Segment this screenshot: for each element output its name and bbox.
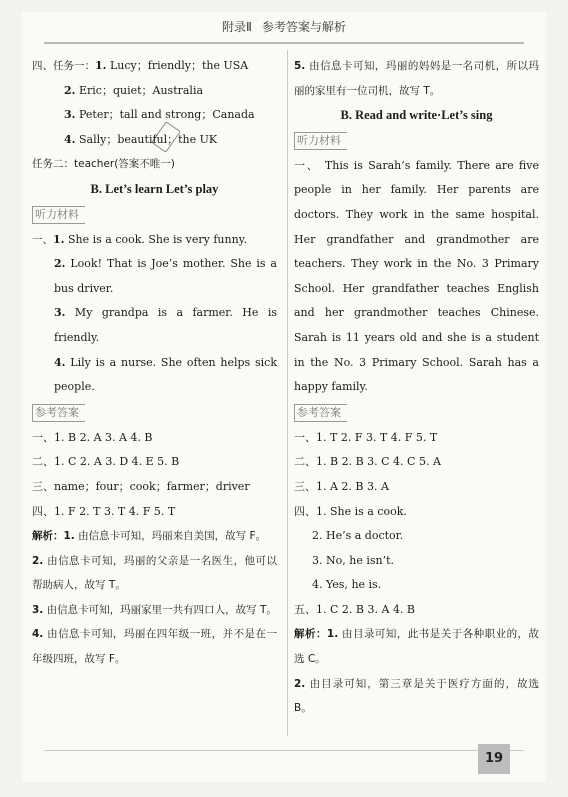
answer-line: 二、1. C 2. A 3. D 4. E 5. B bbox=[32, 455, 180, 469]
listen-item-3: 3. My grandpa is a farmer. He is friendly. bbox=[54, 306, 277, 344]
header-title: 参考答案与解析 bbox=[261, 20, 346, 34]
answer-line: 3. No, he isn’t. bbox=[312, 553, 394, 567]
task1-line-1: 四、任务一：1. Lucy；friendly；the USA bbox=[32, 59, 249, 72]
footer-rule bbox=[44, 750, 524, 763]
analysis-item-2: 2. 由信息卡可知，玛丽的父亲是一名医生，他可以帮助病人，故写 T。 bbox=[32, 554, 277, 592]
listen-item-4: 4. Lily is a nurse. She often helps sick people. bbox=[54, 355, 277, 394]
answer-page bbox=[22, 12, 546, 782]
task1-line-3: 3. Peter；tall and strong；Canada bbox=[64, 108, 255, 122]
listening-material-tag: 听力材料 bbox=[32, 206, 85, 224]
column-divider bbox=[287, 50, 288, 736]
answer-line: 一、1. T 2. F 3. T 4. F 5. T bbox=[294, 430, 438, 444]
section-title-read-write: B. Read and write·Let’s sing bbox=[340, 108, 493, 123]
listen-item-1: 一、1. She is a cook. She is very funny. bbox=[32, 232, 247, 246]
listening-material-tag: 听力材料 bbox=[294, 132, 347, 150]
answer-line: 4. Yes, he is. bbox=[312, 578, 382, 592]
header-appendix: 附录Ⅱ bbox=[222, 20, 252, 34]
task2-line: 任务二：teacher(答案不唯一) bbox=[32, 158, 175, 171]
answer-line: 2. He’s a doctor. bbox=[312, 529, 404, 543]
task1-line-2: 2. Eric；quiet；Australia bbox=[64, 83, 204, 97]
answer-tag: 参考答案 bbox=[32, 404, 85, 422]
analysis-item-1: 解析：1. 由信息卡可知，玛丽来自美国，故写 F。 bbox=[32, 530, 267, 543]
analysis-item-r2: 2. 由目录可知，第三章是关于医疗方面的，故选 B。 bbox=[294, 677, 539, 715]
analysis-item-4: 4. 由信息卡可知，玛丽在四年级一班，并不是在一年级四班，故写 F。 bbox=[32, 628, 277, 666]
listen-item-2: 2. Look! That is Joe’s mother. She is a bus driver. bbox=[54, 257, 277, 295]
analysis-item-5: 5. 由信息卡可知，玛丽的妈妈是一名司机，所以玛丽的家里有一位司机，故写 T。 bbox=[294, 60, 539, 97]
left-column bbox=[32, 54, 277, 672]
answer-tag: 参考答案 bbox=[294, 404, 347, 422]
answer-line: 三、1. A 2. B 3. A bbox=[294, 479, 389, 493]
section-title-lets-learn: B. Let’s learn Let’s play bbox=[90, 181, 219, 196]
answer-line: 二、1. B 2. B 3. C 4. C 5. A bbox=[294, 455, 441, 469]
answer-line: 一、1. B 2. A 3. A 4. B bbox=[32, 430, 153, 444]
analysis-item-3: 3. 由信息卡可知，玛丽家里一共有四口人，故写 T。 bbox=[32, 603, 277, 616]
listening-passage: 一、 This is Sarah’s family. There are five people in her family. Her parents are doctors. They work in the same hospital. Her grandfather and grandmother are teachers. They work in the No. 3 Primary School. Her grandfather teaches English and her grandmother teaches Chinese. Sarah is 11 years old and she is a student in the No. 3 Primary School. Sarah has a happy family. bbox=[294, 158, 539, 394]
answer-line: 四、1. She is a cook. bbox=[294, 504, 407, 518]
right-column bbox=[294, 54, 539, 721]
page-number: 19 bbox=[478, 744, 510, 774]
analysis-item-r1: 解析：1. 由目录可知，此书是关于各种职业的，故选 C。 bbox=[294, 628, 540, 666]
answer-line: 四、1. F 2. T 3. T 4. F 5. T bbox=[32, 504, 176, 518]
answer-line: 五、1. C 2. B 3. A 4. B bbox=[294, 602, 415, 616]
header-rule bbox=[44, 42, 524, 44]
answer-line: 三、name；four；cook；farmer；driver bbox=[32, 479, 250, 493]
page-header bbox=[22, 12, 546, 42]
task1-line-4: 4. Sally；beautiful；the UK bbox=[64, 132, 218, 146]
